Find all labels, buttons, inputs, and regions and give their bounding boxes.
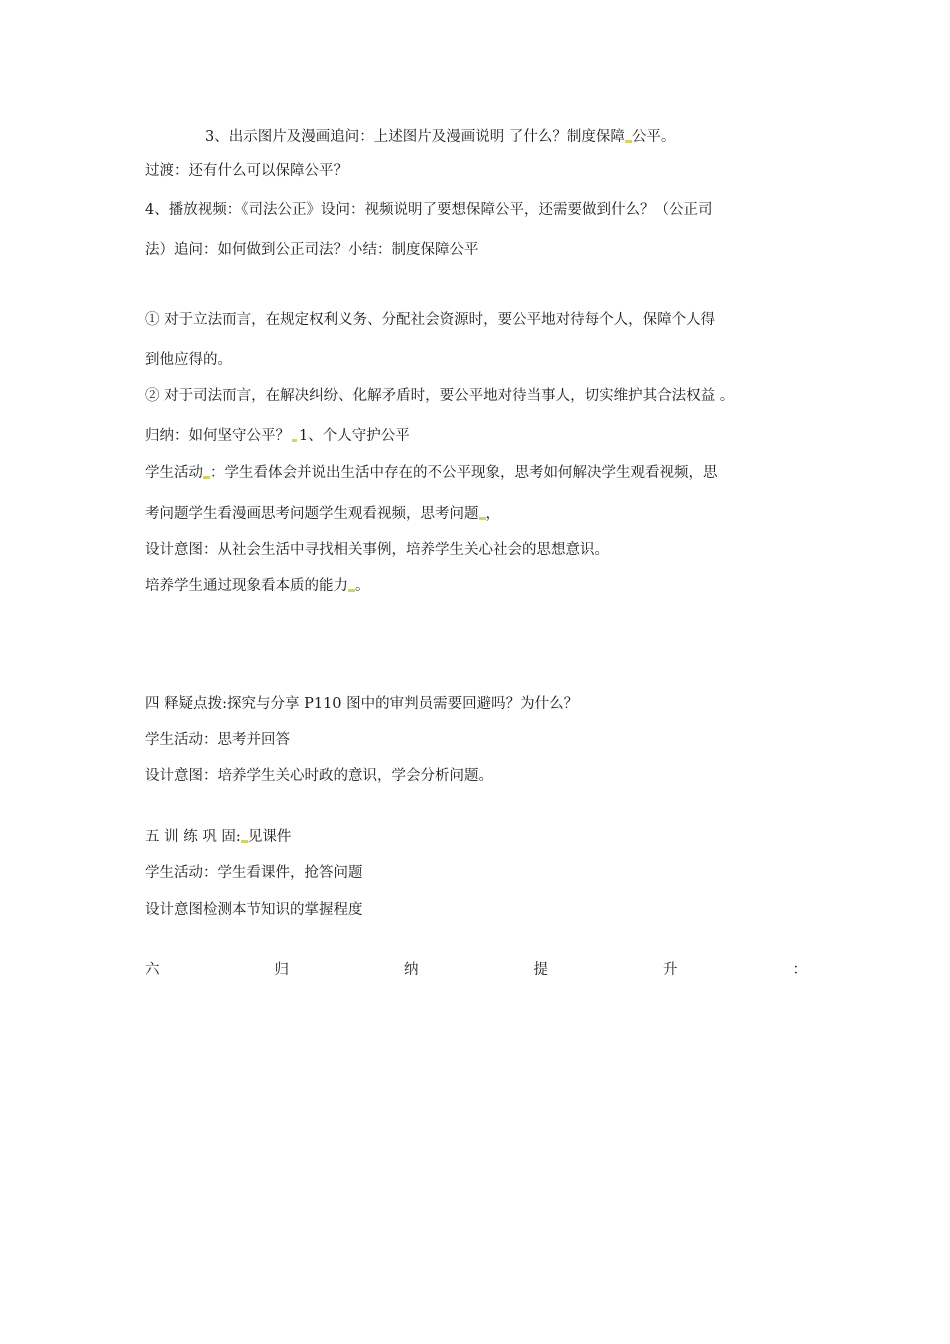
heading-char: 归 [274,962,289,978]
text-span: 五 训 练 巩 固: [145,829,241,845]
paragraph-line [145,429,410,444]
revision-mark [479,517,486,520]
text-span: 公平。 [631,129,676,145]
section-heading: 四 释疑点拨:探究与分享 P110 图中的审判员需要回避吗？为什么？ [145,696,579,712]
paragraph-line: 4、播放视频：《司法公正》设问：视频说明了要想保障公平，还需要做到什么？（公正司 [145,202,713,218]
paragraph-line: 过渡：还有什么可以保障公平？ [145,163,348,179]
heading-char: 升 [663,962,678,978]
text-span: 1、个人守护公平 [299,428,410,444]
revision-mark [203,476,210,479]
heading-char: ： [792,962,807,978]
heading-char: 纳 [404,962,419,978]
paragraph-line [145,579,370,594]
text-span: 。 [355,578,370,594]
heading-char: 提 [533,962,548,978]
paragraph-line: 设计意图检测本节知识的掌握程度 [145,902,363,918]
paragraph-line [205,130,675,145]
paragraph-line: 设计意图：培养学生关心时政的意识，学会分析问题。 [145,768,493,784]
paragraph-line: ① 对于立法而言，在规定权利义务、分配社会资源时，要公平地对待每个人，保障个人得 [145,312,716,328]
text-span: ：学生看体会并说出生活中存在的不公平现象，思考如何解决学生观看视频，思 [210,465,718,481]
paragraph-line [145,507,500,522]
text-span: 归纳：如何坚守公平？ [145,428,290,444]
paragraph-line [145,466,718,481]
paragraph-line: 法）追问：如何做到公正司法？小结：制度保障公平 [145,242,479,258]
text-span: 见课件 [247,829,292,845]
text-span: ， [485,506,500,522]
revision-mark [348,589,355,592]
text-span: 培养学生通过现象看本质的能力 [145,578,348,594]
heading-char: 六 [145,962,160,978]
paragraph-line: 学生活动：思考并回答 [145,732,290,748]
section-heading-spread [145,963,807,978]
paragraph-line: 学生活动：学生看课件，抢答问题 [145,865,363,881]
revision-mark [625,140,632,143]
paragraph-line: ② 对于司法而言，在解决纠纷、化解矛盾时，要公平地对待当事人，切实维护其合法权益 。 [145,388,735,404]
revision-mark [241,840,248,843]
section-heading [145,830,291,845]
paragraph-line: 到他应得的。 [145,352,232,368]
text-span: 学生活动 [145,465,203,481]
revision-mark [292,439,297,442]
text-span: 3、出示图片及漫画追问：上述图片及漫画说明 了什么？制度保障 [205,129,625,145]
text-span: 考问题学生看漫画思考问题学生观看视频，思考问题 [145,506,479,522]
paragraph-line: 设计意图：从社会生活中寻找相关事例，培养学生关心社会的思想意识。 [145,542,609,558]
